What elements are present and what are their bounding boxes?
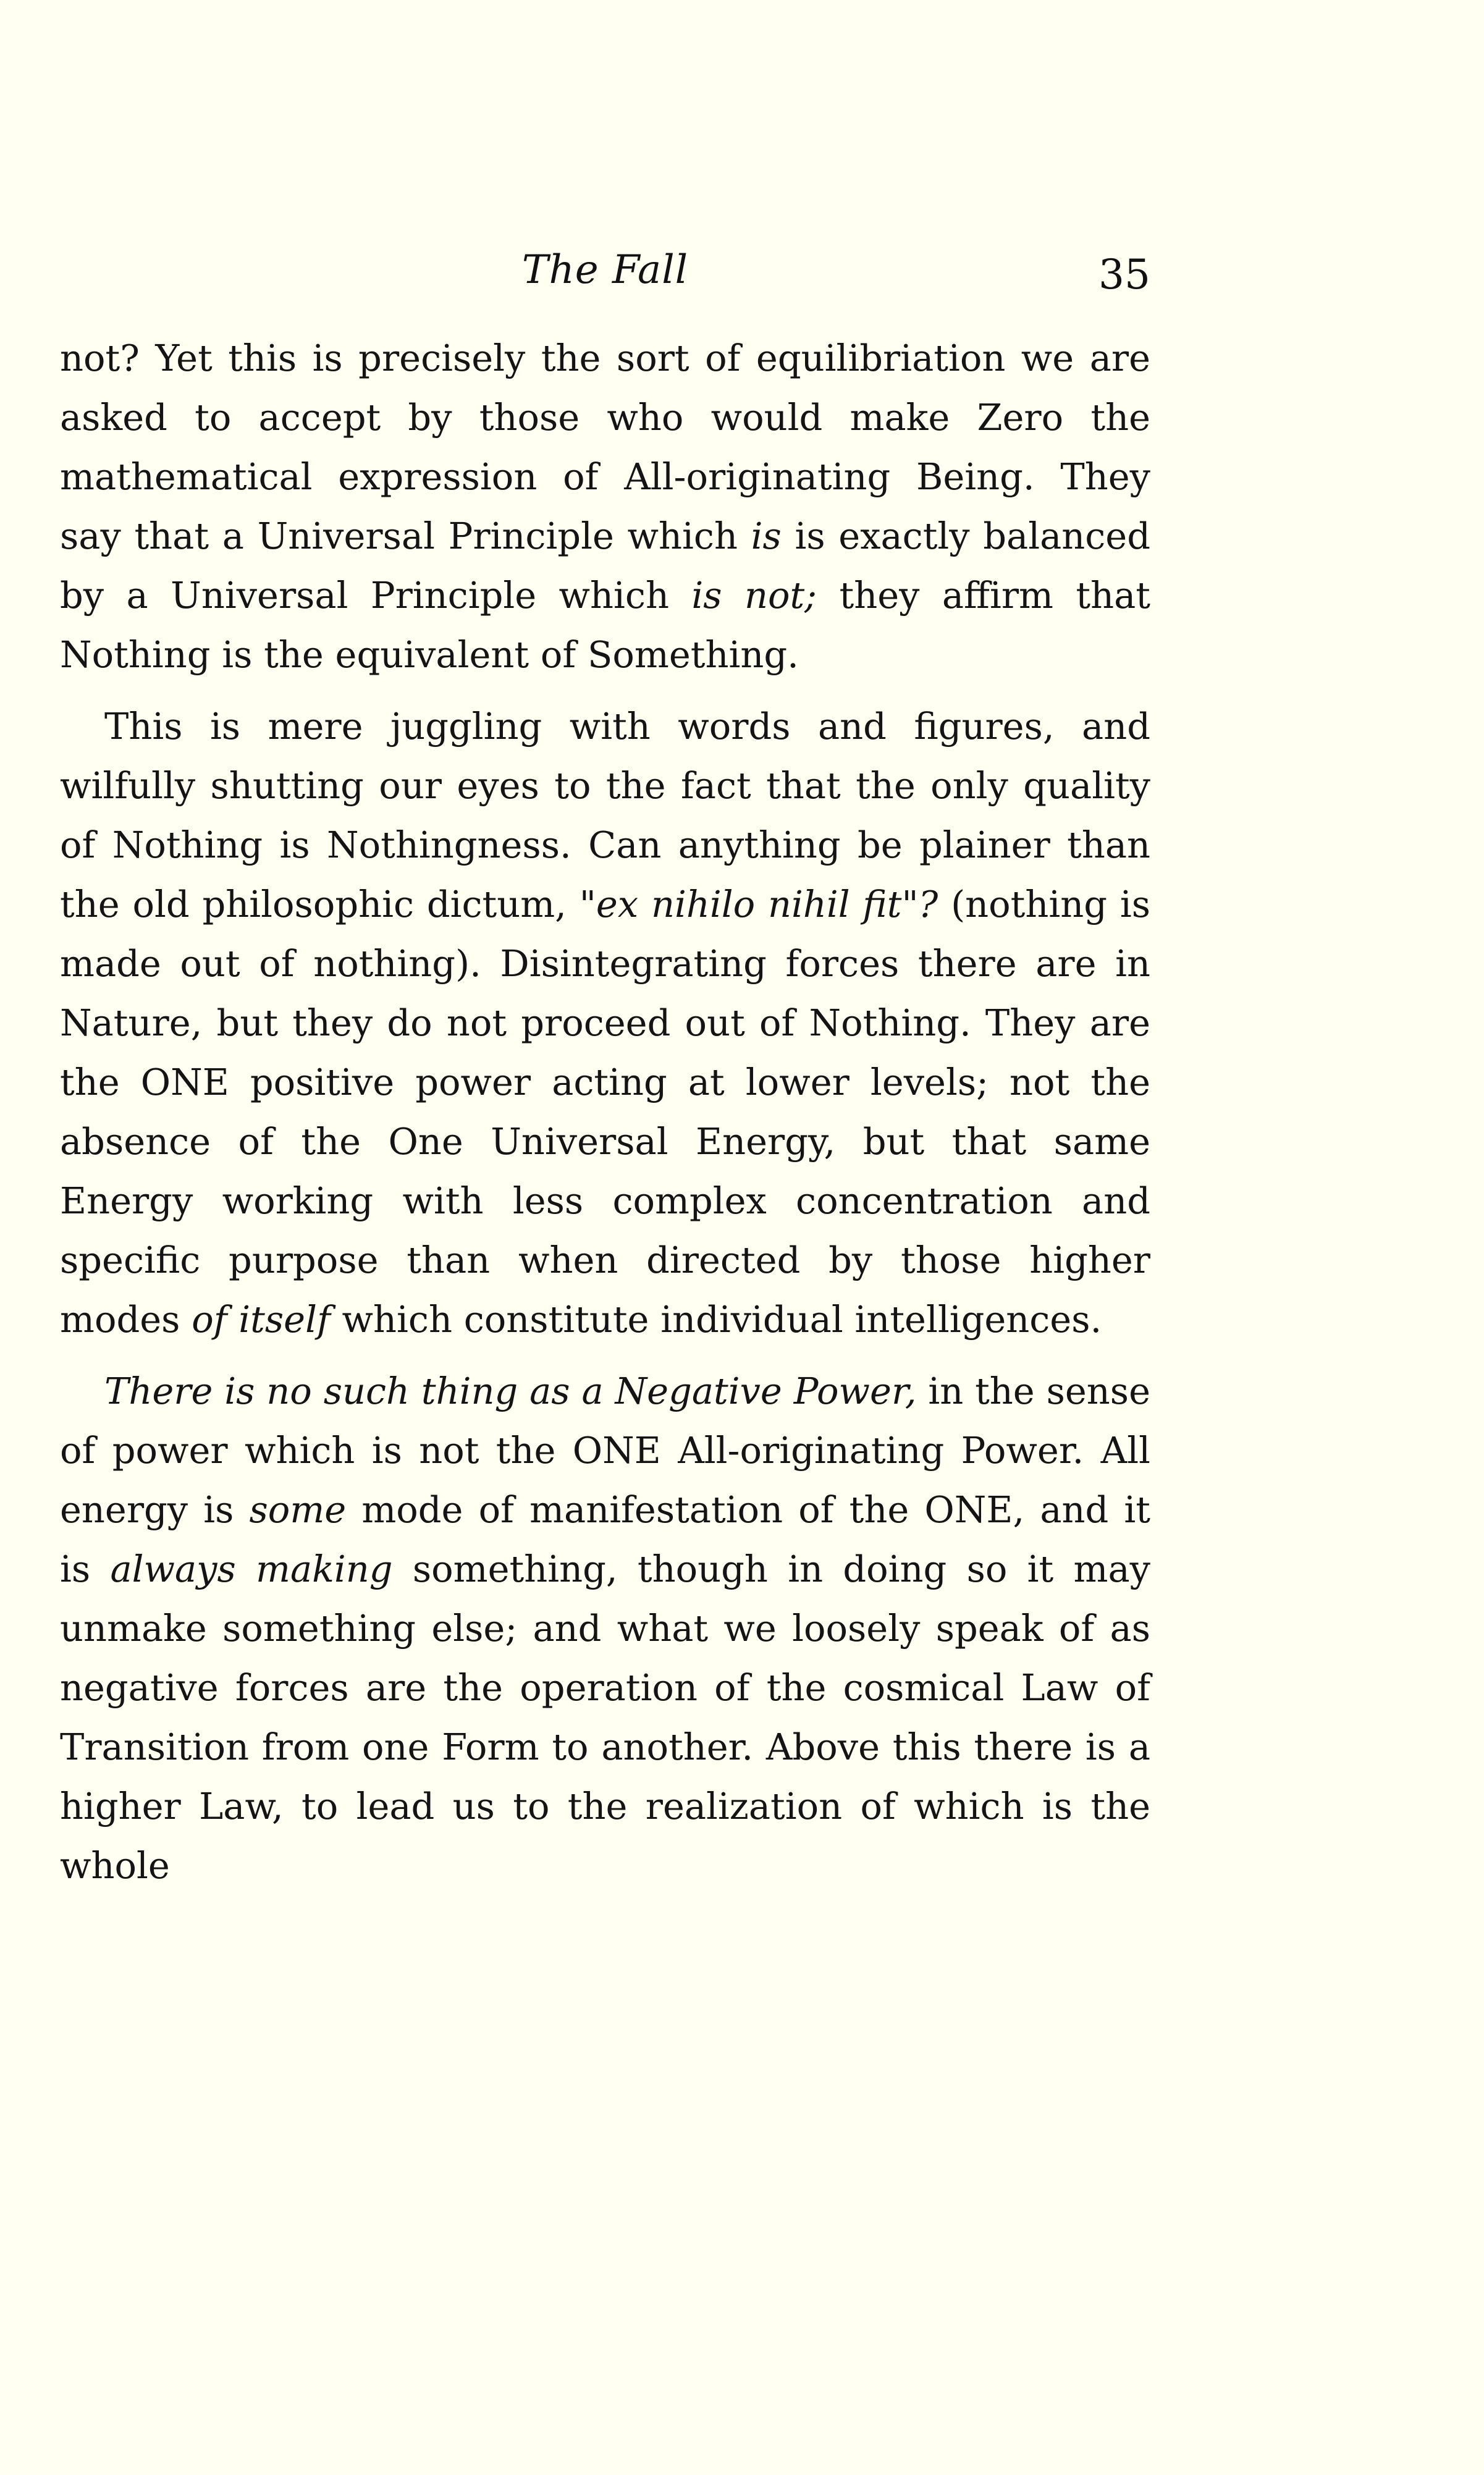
paragraph-2-segment-3: (nothing is made out of nothing). Disintegrating forces there are in Nature, but they do not proceed out of Nothing. They are the ONE positive power acting at lower levels; not the absence of the One Universal Energy, but that same Energy working with less complex concentration and specific purpose than when directed by those higher modes — [60, 883, 1150, 1341]
paragraph-3-segment-1: There is no such thing as a Negative Power, — [104, 1370, 917, 1412]
paragraph-3 — [60, 1362, 1150, 1895]
paragraph-3-segment-5: always making — [110, 1548, 393, 1590]
paragraph-2-segment-1: This is mere juggling with words and figures, and wilfully shutting our eyes to the fact that the only quality of Nothing is Nothingness. Can anything be plainer than the old philosophic dictum, — [60, 705, 1150, 925]
paragraph-3-segment-3: some — [249, 1488, 347, 1531]
paragraph-3-segment-4: mode of manifestation of the ONE, and it is — [60, 1488, 1150, 1590]
paragraph-2-segment-2: "ex nihilo nihil fit"? — [579, 883, 938, 925]
body-text — [60, 329, 1150, 1895]
paragraph-1-segment-1: not? Yet this is precisely the sort of equilibriation we are asked to accept by those who would make Zero the mathematical expression of All-originating Being. They say that a Universal Principle which — [60, 337, 1150, 557]
paragraph-1-segment-2: is — [751, 515, 782, 557]
running-title: The Fall — [521, 247, 689, 293]
paragraph-1-segment-4: is not; — [691, 574, 817, 617]
page-number: 35 — [1098, 251, 1150, 298]
paragraph-1 — [60, 329, 1150, 685]
running-head — [60, 236, 1150, 304]
paragraph-2 — [60, 697, 1150, 1349]
paragraph-2-segment-5: which constitute individual intelligences. — [330, 1298, 1102, 1341]
paragraph-1-segment-3: is exactly balanced by a Universal Principle which — [60, 515, 1150, 617]
paragraph-3-segment-6: something, though in doing so it may unmake something else; and what we loosely speak of as negative forces are the operation of the cosmical Law of Transition from one Form to another. Above this there is a higher Law, to lead us to the realization of which is the whole — [60, 1548, 1150, 1887]
paragraph-2-segment-4: of itself — [192, 1298, 331, 1341]
paragraph-1-segment-5: they affirm that Nothing is the equivalent of Something. — [60, 574, 1150, 676]
paragraph-3-segment-2: in the sense of power which is not the ONE All-originating Power. All energy is — [60, 1370, 1150, 1531]
